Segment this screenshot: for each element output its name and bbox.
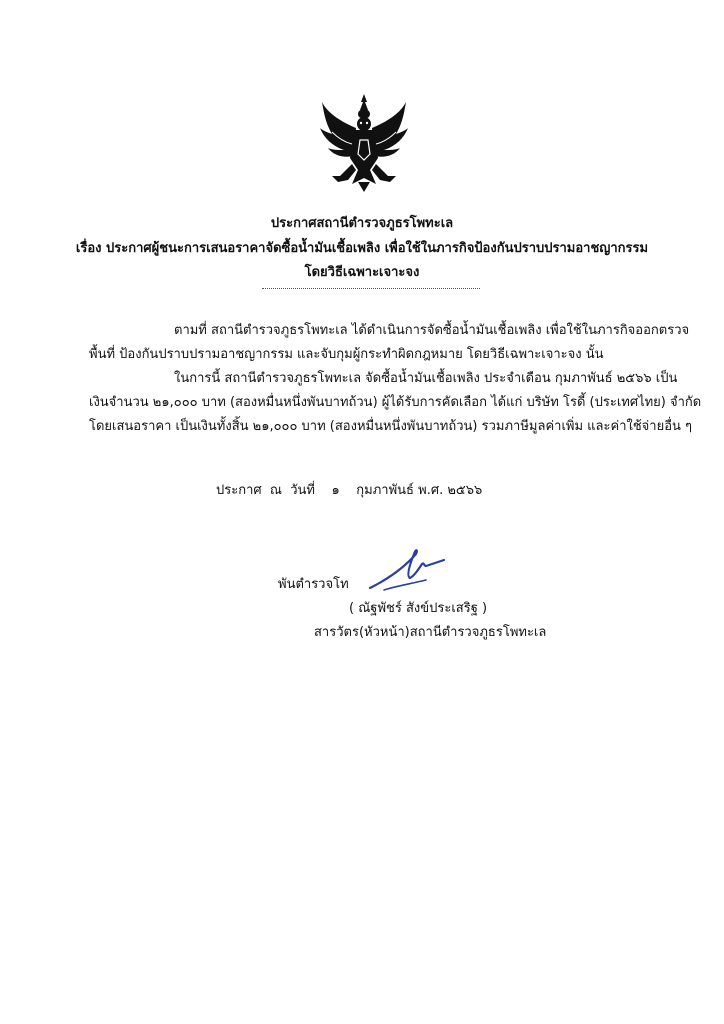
procurement-method: โดยวิธีเฉพาะเจาะจง — [304, 265, 420, 280]
paragraph-2-line-2: เงินจำนวน ๒๑,๐๐๐ บาท (สองหมื่นหนึ่งพันบาทถ้วน) ผู้ได้รับการคัดเลือก ได้แก่ บริษัท โรดี้ (ประเทศไทย) จำกัด — [89, 395, 702, 410]
paragraph-2-line-1: ในการนี้ สถานีตำรวจภูธรโพทะเล จัดซื้อน้ำมันเชื้อเพลิง ประจำเดือน กุมภาพันธ์ ๒๕๖๖ เป็น — [174, 371, 678, 386]
handwritten-signature — [366, 540, 446, 596]
signer-rank: พันตำรวจโท — [278, 577, 349, 592]
announcement-date: ประกาศ ณ วันที่ ๑ กุมภาพันธ์ พ.ศ. ๒๕๖๖ — [216, 483, 483, 498]
paragraph-1-line-1: ตามที่ สถานีตำรวจภูธรโพทะเล ได้ดำเนินการจัดซื้อน้ำมันเชื้อเพลิง เพื่อใช้ในภารกิจออกตรวจ — [174, 323, 690, 338]
document-subject: เรื่อง ประกาศผู้ชนะการเสนอราคาจัดซื้อน้ำมันเชื้อเพลิง เพื่อใช้ในภารกิจป้องกันปราบปรามอาชญากรรม — [75, 241, 649, 256]
signer-name: ( ณัฐพัชร์ สังข์ประเสริฐ ) — [349, 601, 488, 616]
header-divider — [262, 288, 480, 289]
paragraph-1-line-2: พื้นที่ ป้องกันปราบปรามอาชญากรรม และจับกุมผู้กระทำผิดกฎหมาย โดยวิธีเฉพาะเจาะจง นั้น — [89, 347, 604, 362]
paragraph-2-line-3: โดยเสนอราคา เป็นเงินทั้งสิ้น ๒๑,๐๐๐ บาท (สองหมื่นหนึ่งพันบาทถ้วน) รวมภาษีมูลค่าเพิ่ม และค่าใช้จ่ายอื่น ๆ — [89, 419, 693, 434]
document-title: ประกาศสถานีตำรวจภูธรโพทะเล — [270, 216, 454, 231]
garuda-emblem — [318, 92, 410, 194]
signer-position: สารวัตร(หัวหน้า)สถานีตำรวจภูธรโพทะเล — [314, 625, 547, 640]
